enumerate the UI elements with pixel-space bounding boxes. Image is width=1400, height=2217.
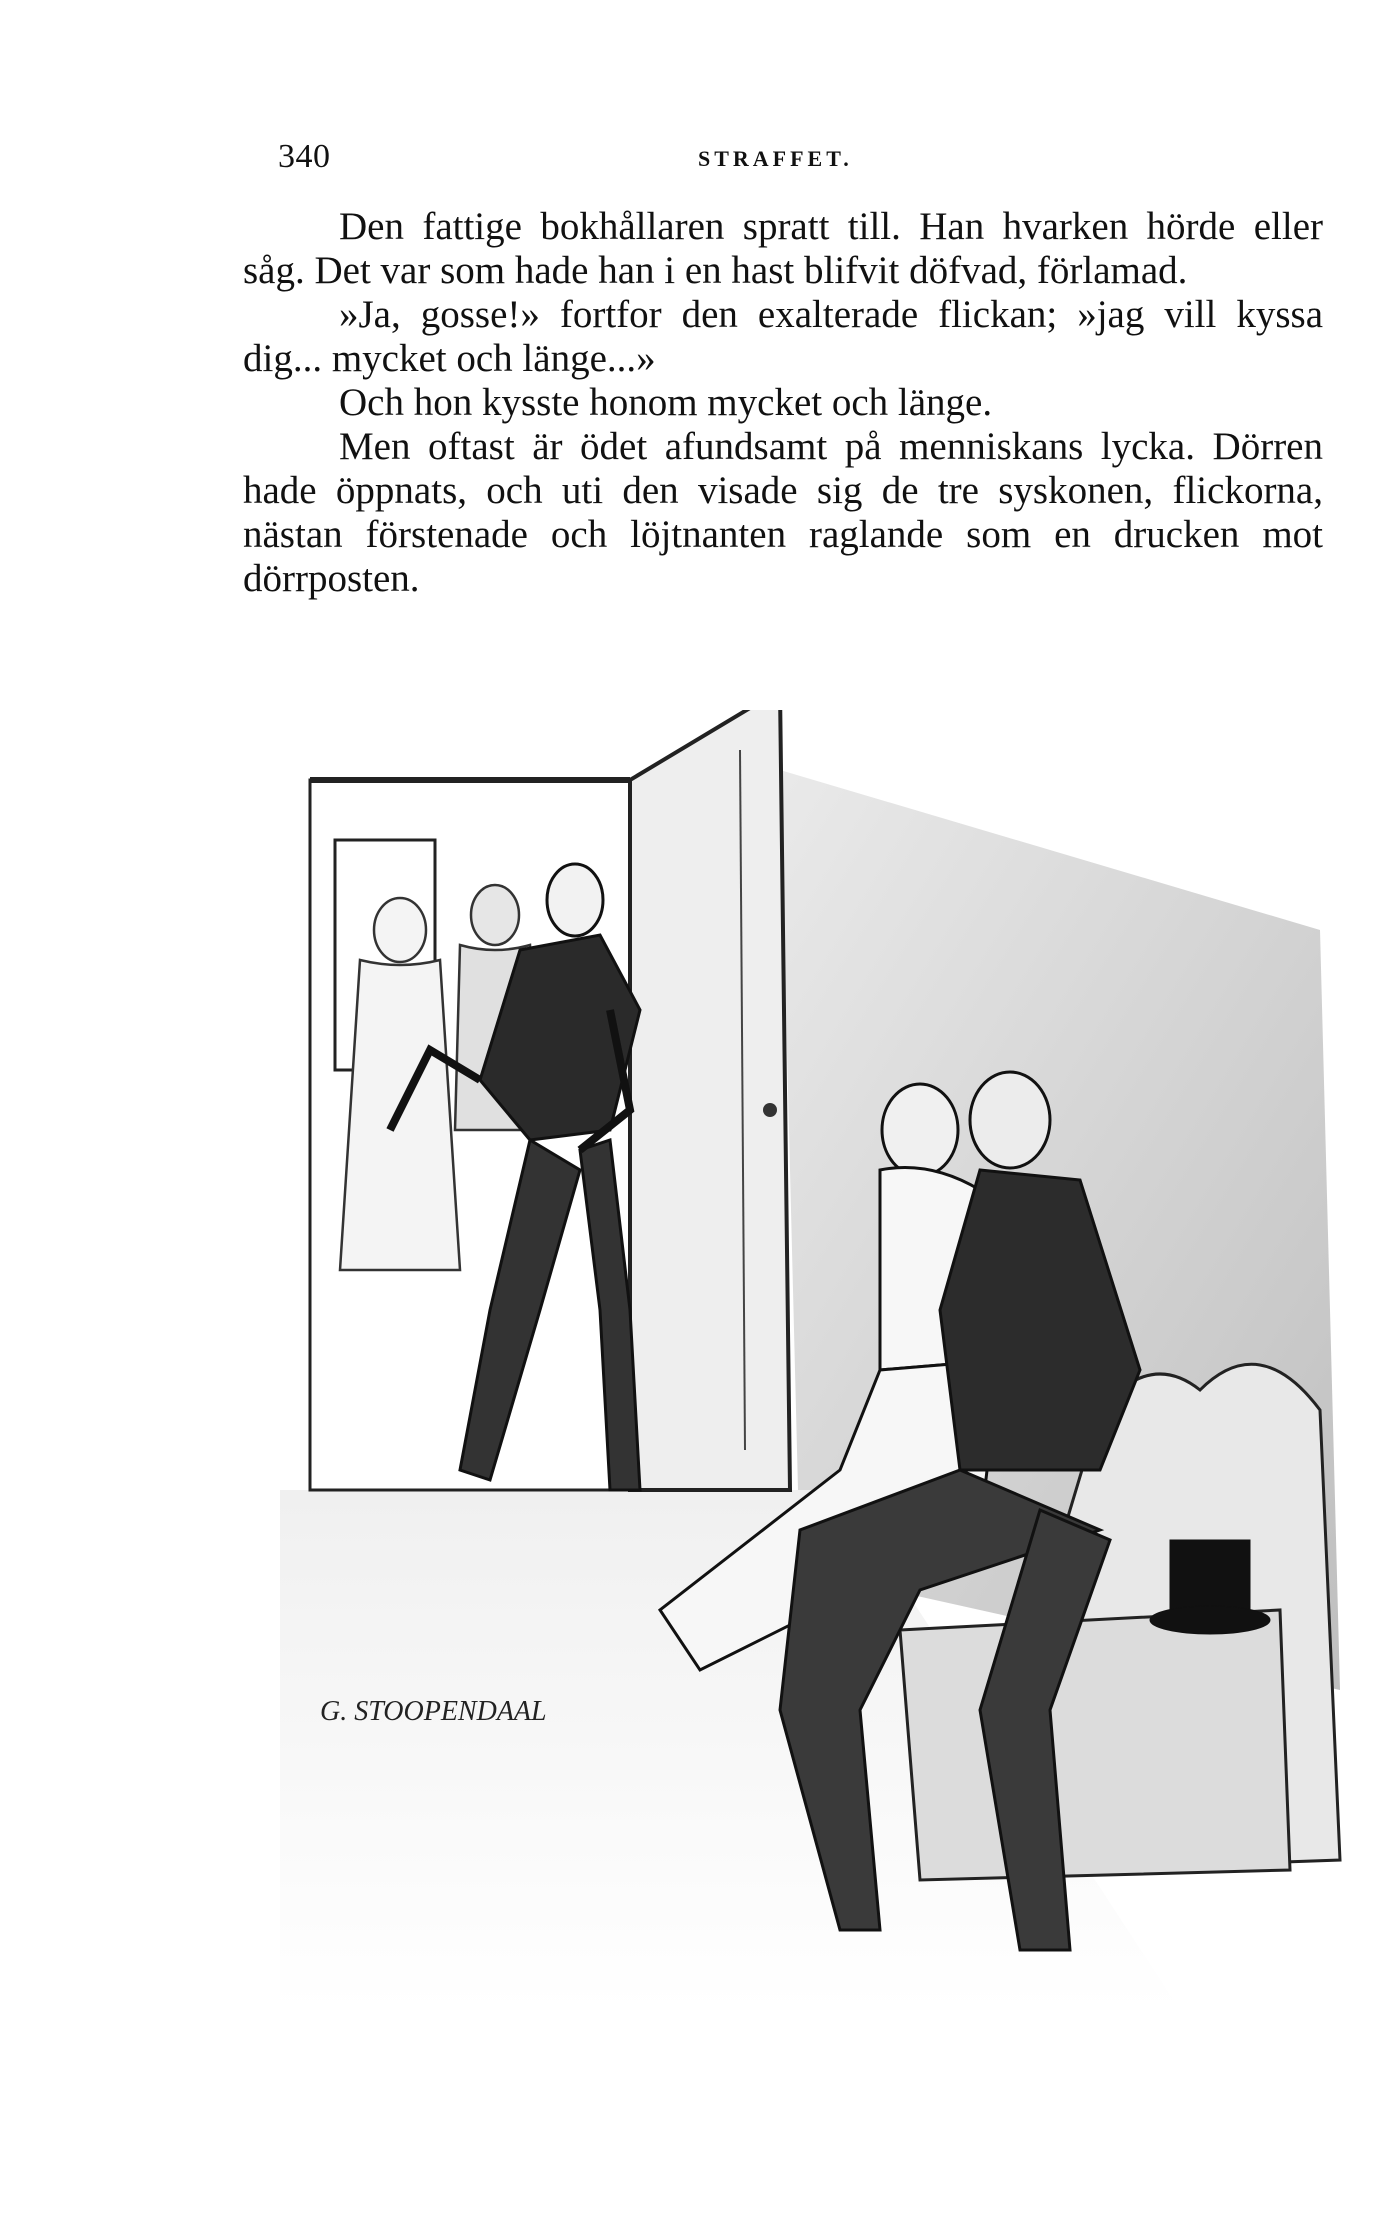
- door-handle: [763, 1103, 777, 1117]
- running-title: STRAFFET.: [698, 146, 853, 171]
- paragraph-2: »Ja, gosse!» fortfor den exalterade flickan; »jag vill kyssa dig... mycket och länge...»: [243, 293, 1323, 380]
- body-text: [243, 205, 1323, 601]
- paragraph-3: Och hon kysste honom mycket och länge.: [339, 381, 993, 424]
- paragraph-1: Den fattige bokhållaren spratt till. Han hvarken hörde eller såg. Det var som hade han i en hast blifvit döfvad, förlamad.: [243, 205, 1323, 292]
- paragraph-4: Men oftast är ödet afundsamt på menniskans lycka. Dörren hade öppnats, och uti den visade sig de tre syskonen, flickorna, nästan förstenade och löjtnanten raglande som en drucken mot dörrposten.: [243, 425, 1323, 600]
- page-number: 340: [278, 138, 331, 175]
- engraving-illustration: [280, 710, 1350, 2090]
- artist-signature: G. STOOPENDAAL: [320, 1696, 547, 1727]
- open-door: [630, 710, 790, 1490]
- illustration-drawing: [280, 710, 1350, 2090]
- page-header: [278, 138, 1318, 178]
